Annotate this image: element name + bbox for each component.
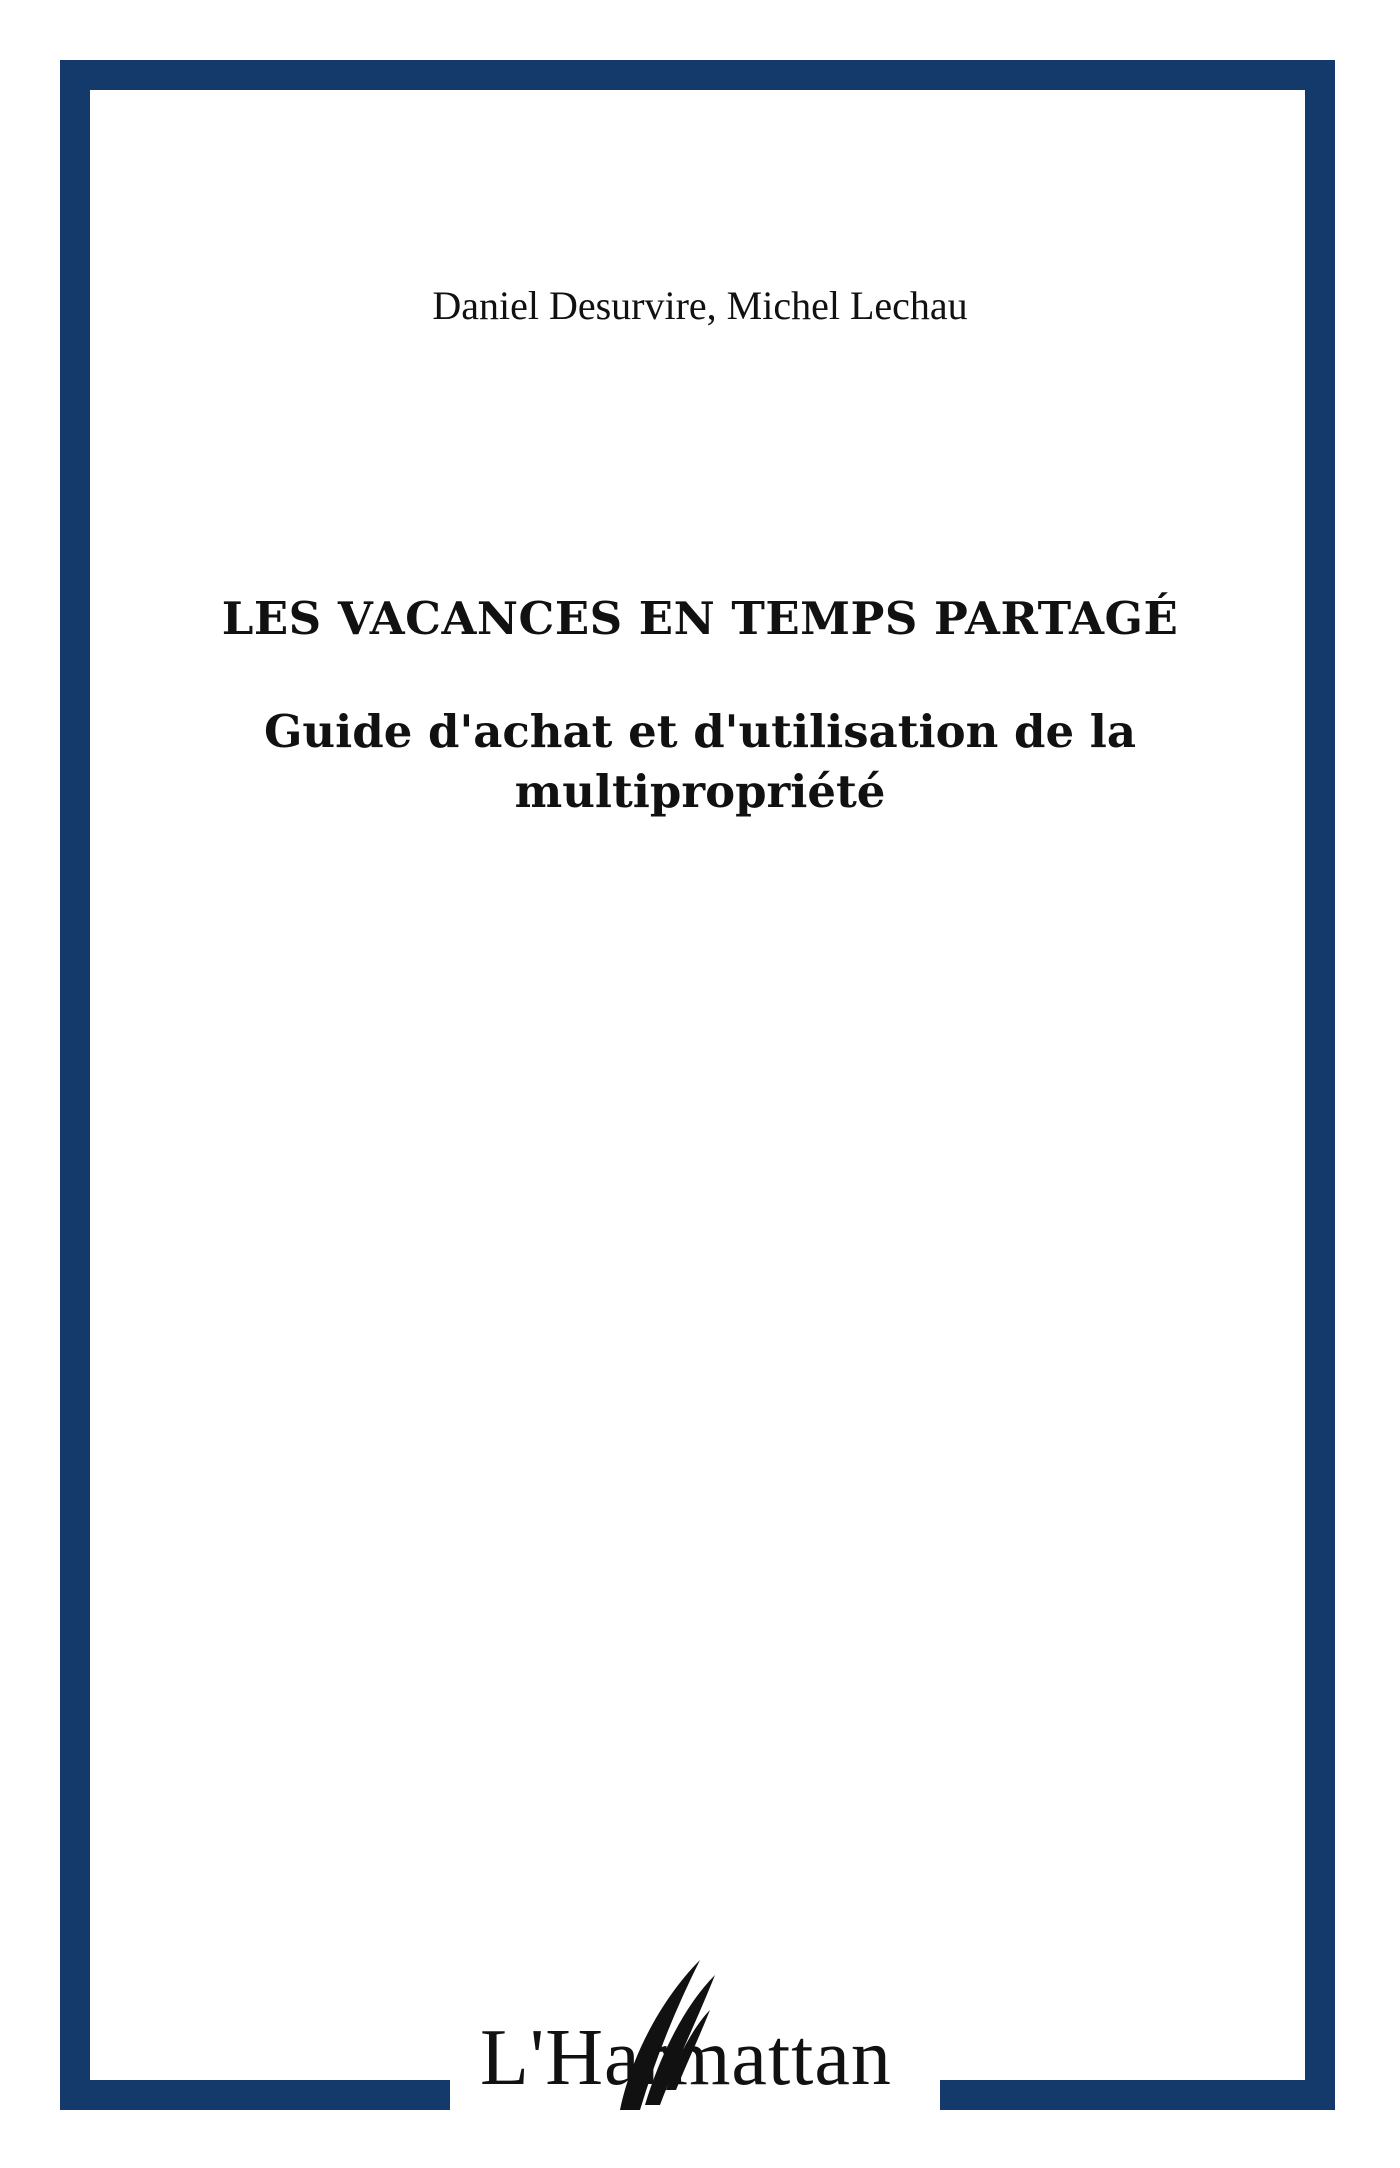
frame-bottom-right-border	[940, 2080, 1335, 2110]
book-title: LES VACANCES EN TEMPS PARTAGÉ	[221, 592, 1179, 645]
book-subtitle	[200, 702, 1200, 822]
subtitle-line-2: multipropriété	[514, 765, 886, 818]
frame-left-border	[60, 60, 90, 2110]
book-authors: Daniel Desurvire, Michel Lechau	[432, 283, 968, 328]
publisher-logo	[470, 1940, 930, 2120]
subtitle-line-1: Guide d'achat et d'utilisation de la	[263, 705, 1137, 758]
frame-top-border	[60, 60, 1335, 90]
frame-right-border	[1305, 60, 1335, 2110]
publisher-name: L'Harmattan	[480, 2014, 892, 2102]
frame-bottom-left-border	[60, 2080, 450, 2110]
